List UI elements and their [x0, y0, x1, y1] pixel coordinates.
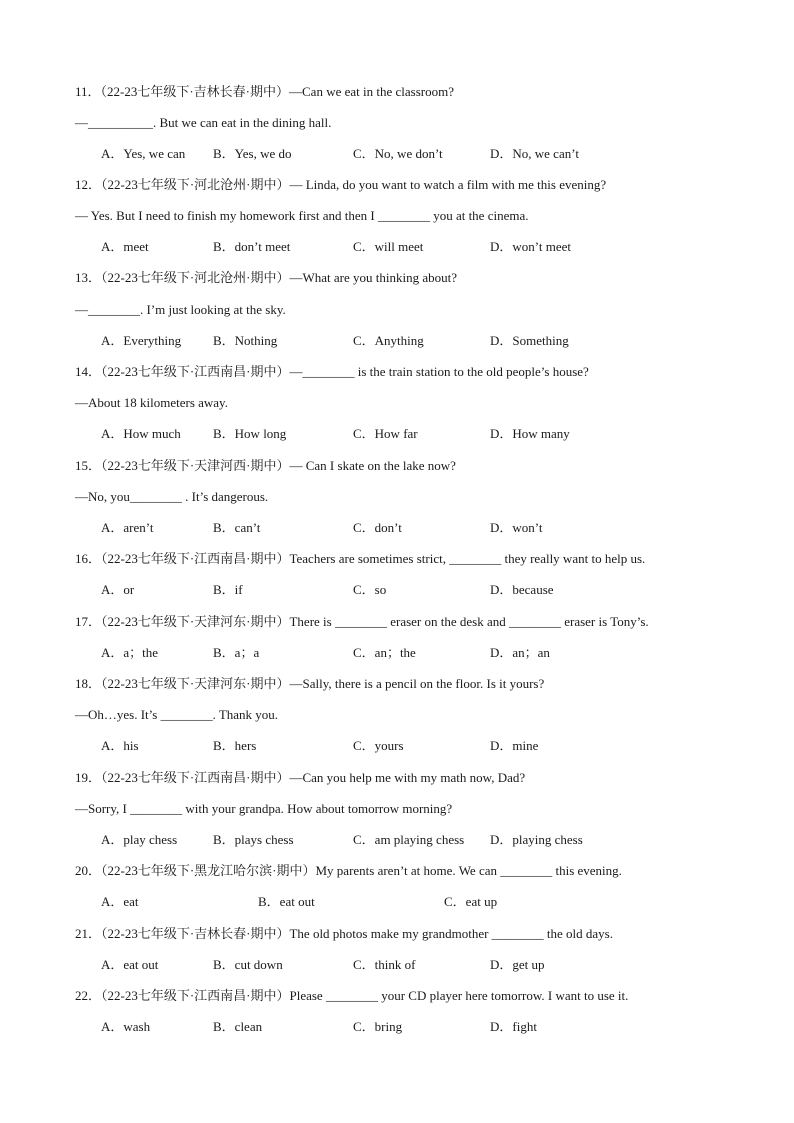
option-c[interactable]: C．so — [353, 582, 387, 597]
option-b[interactable]: B．cut down — [213, 957, 283, 972]
option-d[interactable]: D．get up — [490, 957, 545, 972]
question-17-stem: 17．（22-23七年级下·天津河东·期中）There is ________ eraser on the desk and ________ eraser is Tony’s. — [75, 614, 649, 629]
option-d[interactable]: D．won’t — [490, 520, 543, 535]
question-14-options — [101, 424, 721, 444]
option-b[interactable]: B．clean — [213, 1019, 263, 1034]
question-18-options — [101, 736, 721, 756]
option-a[interactable]: A．eat — [101, 894, 139, 909]
option-a[interactable]: A．Yes, we can — [101, 146, 186, 161]
question-16-stem: 16．（22-23七年级下·江西南昌·期中）Teachers are sometimes strict, ________ they really want to help us. — [75, 551, 646, 566]
question-18-dialog: —Oh…yes. It’s ________. Thank you. — [75, 707, 279, 722]
option-d[interactable]: D．fight — [490, 1019, 537, 1034]
question-15-stem: 15．（22-23七年级下·天津河西·期中）— Can I skate on the lake now? — [75, 458, 456, 473]
option-a[interactable]: A．or — [101, 582, 135, 597]
option-a[interactable]: A．a；the — [101, 645, 159, 660]
question-12-dialog: — Yes. But I need to finish my homework first and then I ________ you at the cinema. — [75, 208, 529, 223]
option-b[interactable]: B．plays chess — [213, 832, 294, 847]
option-a[interactable]: A．his — [101, 738, 139, 753]
option-a[interactable]: A．aren’t — [101, 520, 154, 535]
option-c[interactable]: C．eat up — [444, 894, 498, 909]
option-d[interactable]: D．Something — [490, 333, 569, 348]
option-b[interactable]: B．Yes, we do — [213, 146, 292, 161]
question-13-dialog: —________. I’m just looking at the sky. — [75, 302, 286, 317]
option-c[interactable]: C．How far — [353, 426, 418, 441]
option-d[interactable]: D．How many — [490, 426, 570, 441]
question-12-options — [101, 237, 721, 257]
question-11-dialog: —__________. But we can eat in the dining hall. — [75, 115, 332, 130]
question-15-options — [101, 518, 721, 538]
question-14-stem: 14．（22-23七年级下·江西南昌·期中）—________ is the train station to the old people’s house? — [75, 364, 589, 379]
question-11-options — [101, 144, 721, 164]
option-b[interactable]: B．can’t — [213, 520, 261, 535]
question-12-stem: 12．（22-23七年级下·河北沧州·期中）— Linda, do you want to watch a film with me this evening? — [75, 177, 607, 192]
question-21-stem: 21．（22-23七年级下·吉林长春·期中）The old photos make my grandmother ________ the old days. — [75, 926, 613, 941]
question-15-dialog: —No, you________ . It’s dangerous. — [75, 489, 269, 504]
option-a[interactable]: A．meet — [101, 239, 149, 254]
question-19-stem: 19．（22-23七年级下·江西南昌·期中）—Can you help me with my math now, Dad? — [75, 770, 526, 785]
option-d[interactable]: D．won’t meet — [490, 239, 571, 254]
option-d[interactable]: D．No, we can’t — [490, 146, 579, 161]
option-c[interactable]: C．bring — [353, 1019, 403, 1034]
option-c[interactable]: C．don’t — [353, 520, 402, 535]
option-b[interactable]: B．a；a — [213, 645, 260, 660]
option-b[interactable]: B．How long — [213, 426, 287, 441]
question-21-options — [101, 955, 721, 975]
question-14-dialog: —About 18 kilometers away. — [75, 395, 228, 410]
option-c[interactable]: C．am playing chess — [353, 832, 465, 847]
question-22-options — [101, 1017, 721, 1037]
option-c[interactable]: C．yours — [353, 738, 404, 753]
option-d[interactable]: D．because — [490, 582, 554, 597]
option-d[interactable]: D．playing chess — [490, 832, 583, 847]
question-11-stem: 11．（22-23七年级下·吉林长春·期中）—Can we eat in the classroom? — [75, 84, 454, 99]
option-c[interactable]: C．think of — [353, 957, 416, 972]
option-b[interactable]: B．eat out — [258, 894, 315, 909]
question-20-options — [101, 892, 721, 912]
question-22-stem: 22．（22-23七年级下·江西南昌·期中）Please ________ your CD player here tomorrow. I want to use it. — [75, 988, 629, 1003]
question-20-stem: 20．（22-23七年级下·黑龙江哈尔滨·期中）My parents aren’t at home. We can ________ this evening. — [75, 863, 622, 878]
option-b[interactable]: B．Nothing — [213, 333, 278, 348]
option-c[interactable]: C．will meet — [353, 239, 424, 254]
option-a[interactable]: A．Everything — [101, 333, 182, 348]
option-c[interactable]: C．No, we don’t — [353, 146, 443, 161]
option-a[interactable]: A．wash — [101, 1019, 151, 1034]
option-b[interactable]: B．don’t meet — [213, 239, 291, 254]
question-16-options — [101, 580, 721, 600]
option-c[interactable]: C．an；the — [353, 645, 416, 660]
option-a[interactable]: A．How much — [101, 426, 181, 441]
option-d[interactable]: D．an；an — [490, 645, 550, 660]
question-18-stem: 18．（22-23七年级下·天津河东·期中）—Sally, there is a pencil on the floor. Is it yours? — [75, 676, 545, 691]
option-a[interactable]: A．play chess — [101, 832, 178, 847]
option-a[interactable]: A．eat out — [101, 957, 159, 972]
option-c[interactable]: C．Anything — [353, 333, 424, 348]
question-13-options — [101, 331, 721, 351]
question-19-dialog: —Sorry, I ________ with your grandpa. How about tomorrow morning? — [75, 801, 453, 816]
option-b[interactable]: B．if — [213, 582, 243, 597]
option-d[interactable]: D．mine — [490, 738, 539, 753]
question-17-options — [101, 643, 721, 663]
question-13-stem: 13．（22-23七年级下·河北沧州·期中）—What are you thinking about? — [75, 270, 457, 285]
question-19-options — [101, 830, 721, 850]
option-b[interactable]: B．hers — [213, 738, 257, 753]
